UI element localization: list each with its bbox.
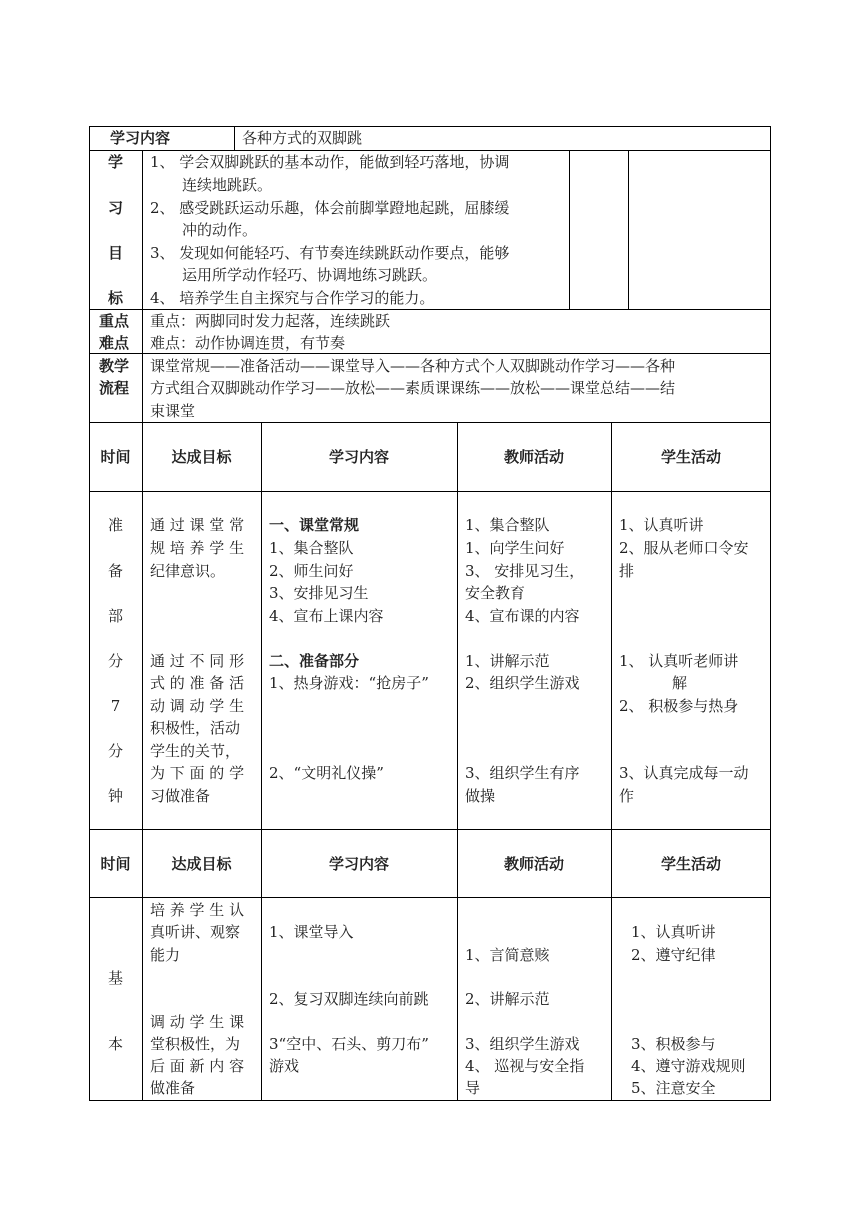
top-content-label: 学习内容: [110, 129, 171, 147]
section1-content-line: 2、“文明礼仪操”: [269, 764, 384, 782]
objectives-label-char: 目: [108, 244, 124, 262]
section2-time-char: 基: [107, 969, 123, 987]
section2-teacher-line: 2、讲解示范: [465, 990, 550, 1008]
flow-line: 方式组合双脚跳动作学习——放松——素质课课练——放松——课堂总结——结: [150, 379, 676, 397]
col-divider: [142, 150, 143, 423]
section1-student-line: 2、服从老师口令安: [619, 539, 749, 557]
section2-student-line: 2、遵守纪律: [631, 946, 716, 964]
section2-content-line: 1、课堂导入: [269, 923, 354, 941]
objective-line: 3、 发现如何能轻巧、有节奏连续跳跃动作要点，能够: [150, 244, 510, 262]
objective-line: 运用所学动作轻巧、协调地练习跳跃。: [182, 266, 438, 284]
col-divider: [628, 150, 629, 309]
header-student: 学生活动: [660, 855, 721, 873]
flow-line: 束课堂: [150, 402, 196, 420]
section1-teacher-line: 3、 安排见习生，: [465, 562, 585, 580]
section1-student-line: 2、 积极参与热身: [619, 697, 739, 715]
header-content: 学习内容: [328, 448, 389, 466]
keypoint-line: 重点：两脚同时发力起落，连续跳跃: [150, 312, 391, 330]
objective-line: 连续地跳跃。: [182, 176, 273, 194]
keypoints-label: 难点: [99, 334, 130, 352]
col-divider: [234, 126, 235, 150]
col-divider: [457, 422, 458, 1101]
section1-teacher-line: 做操: [465, 787, 496, 805]
row-divider: [89, 491, 771, 492]
section1-goal-line: 纪律意识。: [150, 562, 226, 580]
section1-student-line: 作: [619, 787, 635, 805]
section1-goal-line: 习做准备: [150, 787, 211, 805]
section1-time-char: 钟: [107, 787, 123, 805]
section1-goal-line: 通 过 不 同 形: [150, 652, 245, 670]
section2-teacher-line: 4、 巡视与安全指: [465, 1057, 585, 1075]
section1-content-line: 2、师生问好: [269, 562, 354, 580]
section1-time-char: 分: [107, 742, 123, 760]
section1-goal-line: 积极性，活动: [150, 719, 241, 737]
header-time: 时间: [100, 855, 131, 873]
section2-student-line: 4、遵守游戏规则: [631, 1057, 746, 1075]
section2-goal-line: 能力: [150, 946, 181, 964]
section1-goal-line: 动 调 动 学 生: [150, 697, 245, 715]
header-teacher: 教师活动: [503, 855, 564, 873]
section1-content-title: 二、准备部分: [269, 652, 360, 670]
section2-content-line: 2、复习双脚连续向前跳: [269, 990, 429, 1008]
section2-teacher-line: 1、言简意赅: [465, 946, 550, 964]
row-divider: [89, 829, 771, 830]
section1-time-char: 分: [107, 652, 123, 670]
section2-time-char: 本: [107, 1035, 123, 1053]
section1-student-line: 解: [672, 674, 688, 692]
section1-student-line: 1、认真听讲: [619, 516, 704, 534]
section1-student-line: 排: [619, 562, 635, 580]
section2-student-line: 3、积极参与: [631, 1035, 716, 1053]
section2-student-line: 5、注意安全: [631, 1079, 716, 1097]
objective-line: 冲的动作。: [182, 221, 258, 239]
section1-student-line: 1、 认真听老师讲: [619, 652, 739, 670]
section1-teacher-line: 1、讲解示范: [465, 652, 550, 670]
header-time: 时间: [100, 448, 131, 466]
objectives-label-char: 习: [108, 199, 124, 217]
keypoint-line: 难点：动作协调连贯，有节奏: [150, 334, 346, 352]
flow-line: 课堂常规——准备活动——课堂导入——各种方式个人双脚跳动作学习——各种: [150, 357, 676, 375]
section1-teacher-line: 1、向学生问好: [465, 539, 565, 557]
col-divider: [261, 422, 262, 1101]
header-goal: 达成目标: [171, 855, 232, 873]
section2-student-line: 1、认真听讲: [631, 923, 716, 941]
section1-teacher-line: 安全教育: [465, 584, 526, 602]
section1-goal-line: 规 培 养 学 生: [150, 539, 245, 557]
section1-content-line: 4、宣布上课内容: [269, 607, 384, 625]
objectives-label-char: 标: [108, 289, 124, 307]
section1-time-char: 准: [107, 516, 123, 534]
section2-teacher-line: 3、组织学生游戏: [465, 1035, 580, 1053]
section2-goal-line: 堂积极性，为: [150, 1035, 241, 1053]
header-goal: 达成目标: [171, 448, 232, 466]
section1-content-line: 3、安排见习生: [269, 584, 369, 602]
flow-label: 流程: [99, 379, 130, 397]
section1-content-title: 一、课堂常规: [269, 516, 360, 534]
section2-goal-line: 调 动 学 生 课: [150, 1013, 245, 1031]
section1-time-char: 部: [107, 607, 123, 625]
header-student: 学生活动: [660, 448, 721, 466]
section1-teacher-line: 1、集合整队: [465, 516, 550, 534]
section1-teacher-line: 3、组织学生有序: [465, 764, 580, 782]
section1-content-line: 1、热身游戏：“抢房子”: [269, 674, 429, 692]
col-divider: [142, 422, 143, 1101]
row-divider: [89, 897, 771, 898]
header-teacher: 教师活动: [503, 448, 564, 466]
section1-time-char: 备: [107, 562, 123, 580]
section2-goal-line: 做准备: [150, 1079, 196, 1097]
section2-content-line: 游戏: [269, 1057, 300, 1075]
section2-goal-line: 真听讲、观察: [150, 923, 241, 941]
section2-teacher-line: 导: [465, 1079, 481, 1097]
section1-time-char: 7: [110, 697, 121, 715]
section2-goal-line: 培 养 学 生 认: [150, 901, 245, 919]
col-divider: [611, 422, 612, 1101]
section2-content-line: 3“空中、石头、剪刀布”: [269, 1035, 429, 1053]
section1-content-line: 1、集合整队: [269, 539, 354, 557]
section1-teacher-line: 4、宣布课的内容: [465, 607, 580, 625]
objective-line: 4、 培养学生自主探究与合作学习的能力。: [150, 289, 435, 307]
section1-goal-line: 通 过 课 堂 常: [150, 516, 245, 534]
keypoints-label: 重点: [99, 312, 130, 330]
objective-line: 2、 感受跳跃运动乐趣，体会前脚掌蹬地起跳，屈膝缓: [150, 199, 510, 217]
objectives-label-char: 学: [108, 153, 124, 171]
section1-student-line: 3、认真完成每一动: [619, 764, 749, 782]
section1-teacher-line: 2、组织学生游戏: [465, 674, 580, 692]
section1-goal-line: 式 的 准 备 活: [150, 674, 245, 692]
header-content: 学习内容: [328, 855, 389, 873]
section1-goal-line: 学生的关节，: [150, 742, 241, 760]
col-divider: [569, 150, 570, 309]
section1-goal-line: 为 下 面 的 学: [150, 764, 245, 782]
section2-goal-line: 后 面 新 内 容: [150, 1057, 245, 1075]
objective-line: 1、 学会双脚跳跃的基本动作，能做到轻巧落地，协调: [150, 153, 510, 171]
flow-label: 教学: [99, 357, 130, 375]
top-content-value: 各种方式的双脚跳: [242, 129, 363, 147]
